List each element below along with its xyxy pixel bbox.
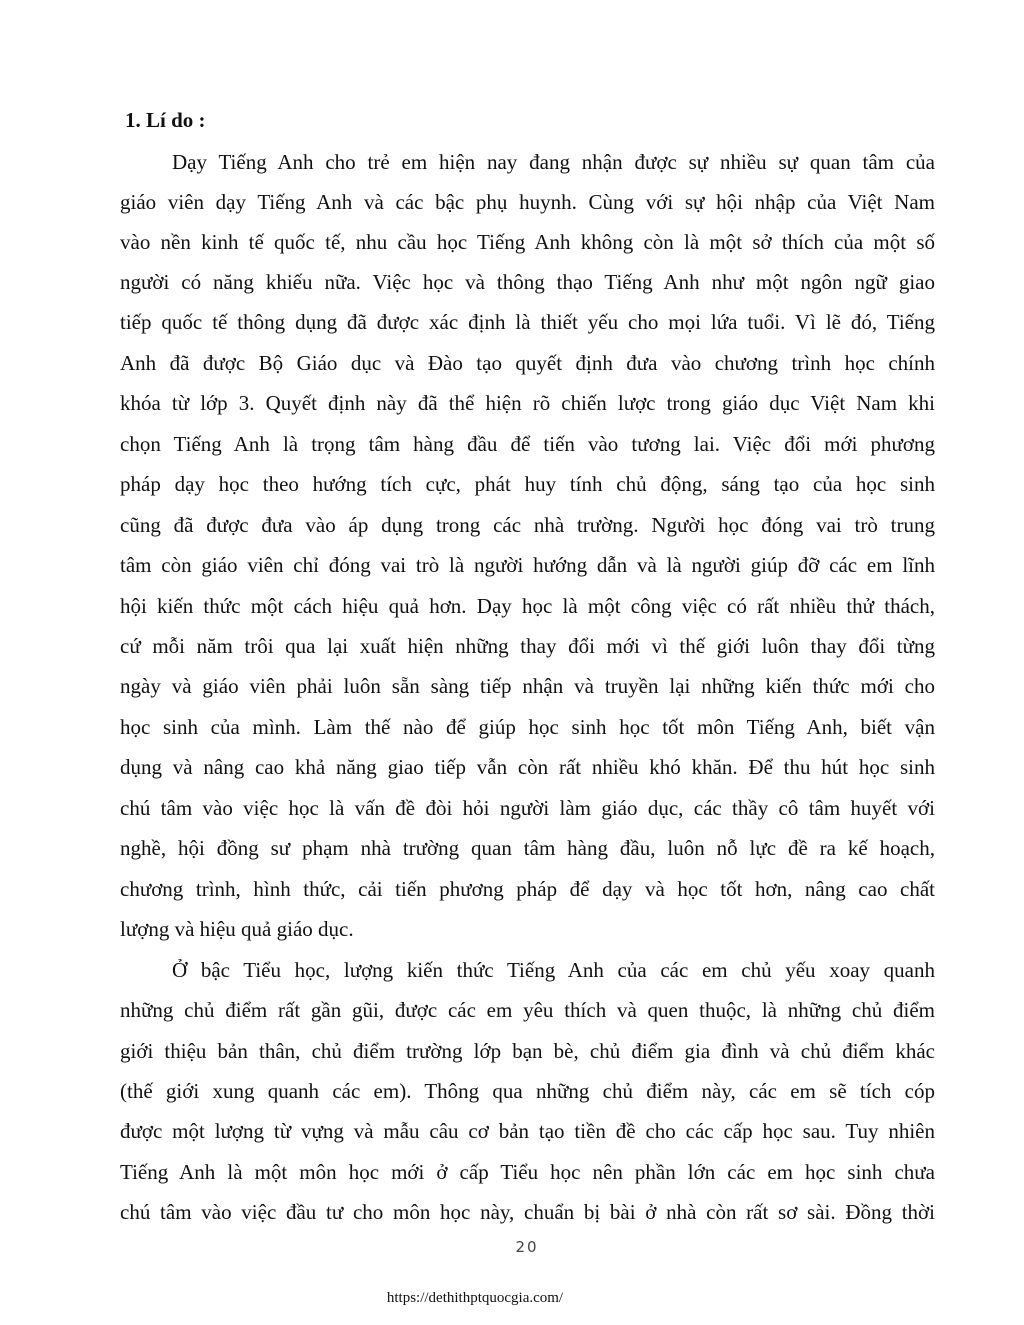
paragraph-1-line-12: hội kiến thức một cách hiệu quả hơn. Dạy học là một công việc có rất nhiều thử thách, [120, 594, 935, 618]
paragraph-1-line-5: tiếp quốc tế thông dụng đã được xác định là thiết yếu cho mọi lứa tuổi. Vì lẽ đó, Tiếng [120, 310, 935, 334]
footer-url-link[interactable]: https://dethithptquocgia.com/ [386, 1290, 564, 1306]
paragraph-2-line-1: Ở bậc Tiểu học, lượng kiến thức Tiếng Anh của các em chủ yếu xoay quanh [172, 958, 935, 982]
paragraph-1-line-1: Dạy Tiếng Anh cho trẻ em hiện nay đang nhận được sự nhiều sự quan tâm của [172, 150, 935, 174]
paragraph-1-line-20: lượng và hiệu quả giáo dục. [120, 917, 354, 941]
paragraph-1-line-10: cũng đã được đưa vào áp dụng trong các nhà trường. Người học đóng vai trò trung [120, 513, 935, 537]
paragraph-2-line-2: những chủ điểm rất gần gũi, được các em yêu thích và quen thuộc, là những chủ điểm [120, 998, 935, 1022]
paragraph-1-line-2: giáo viên dạy Tiếng Anh và các bậc phụ huynh. Cùng với sự hội nhập của Việt Nam [120, 190, 935, 214]
paragraph-2-line-6: Tiếng Anh là một môn học mới ở cấp Tiểu học nên phần lớn các em học sinh chưa [120, 1160, 935, 1184]
paragraph-1-line-4: người có năng khiếu nữa. Việc học và thông thạo Tiếng Anh như một ngôn ngữ giao [120, 270, 935, 294]
paragraph-1-line-3: vào nền kinh tế quốc tế, nhu cầu học Tiếng Anh không còn là một sở thích của một số [120, 230, 935, 254]
paragraph-1-line-8: chọn Tiếng Anh là trọng tâm hàng đầu để tiến vào tương lai. Việc đổi mới phương [120, 432, 935, 456]
page-number: 20 [515, 1238, 539, 1256]
paragraph-2-line-4: (thế giới xung quanh các em). Thông qua những chủ điểm này, các em sẽ tích cóp [120, 1079, 935, 1103]
paragraph-1-line-19: chương trình, hình thức, cải tiến phương pháp để dạy và học tốt hơn, nâng cao chất [120, 877, 935, 901]
paragraph-1-line-17: chú tâm vào việc học là vấn đề đòi hỏi người làm giáo dục, các thầy cô tâm huyết với [120, 796, 935, 820]
paragraph-1-line-6: Anh đã được Bộ Giáo dục và Đào tạo quyết định đưa vào chương trình học chính [120, 351, 935, 375]
section-heading: 1. Lí do : [125, 108, 206, 132]
paragraph-1-line-14: ngày và giáo viên phải luôn sẵn sàng tiếp nhận và truyền lại những kiến thức mới cho [120, 674, 935, 698]
paragraph-1-line-11: tâm còn giáo viên chỉ đóng vai trò là người hướng dẫn và là người giúp đỡ các em lĩnh [120, 553, 935, 577]
paragraph-1-line-15: học sinh của mình. Làm thế nào để giúp học sinh học tốt môn Tiếng Anh, biết vận [120, 715, 935, 739]
paragraph-2-line-7: chú tâm vào việc đầu tư cho môn học này, chuẩn bị bài ở nhà còn rất sơ sài. Đồng thời [120, 1200, 935, 1224]
paragraph-2-line-3: giới thiệu bản thân, chủ điểm trường lớp bạn bè, chủ điểm gia đình và chủ điểm khác [120, 1039, 935, 1063]
paragraph-1-line-16: dụng và nâng cao khả năng giao tiếp vẫn còn rất nhiều khó khăn. Để thu hút học sinh [120, 755, 935, 779]
paragraph-1-line-7: khóa từ lớp 3. Quyết định này đã thể hiện rõ chiến lược trong giáo dục Việt Nam khi [120, 391, 935, 415]
paragraph-1-line-18: nghề, hội đồng sư phạm nhà trường quan tâm hàng đầu, luôn nỗ lực đề ra kế hoạch, [120, 836, 935, 860]
paragraph-2-line-5: được một lượng từ vựng và mẫu câu cơ bản tạo tiền đề cho các cấp học sau. Tuy nhiên [120, 1119, 935, 1143]
paragraph-1-line-9: pháp dạy học theo hướng tích cực, phát huy tính chủ động, sáng tạo của học sinh [120, 472, 935, 496]
paragraph-1-line-13: cứ mỗi năm trôi qua lại xuất hiện những thay đổi mới vì thế giới luôn thay đổi từng [120, 634, 935, 658]
